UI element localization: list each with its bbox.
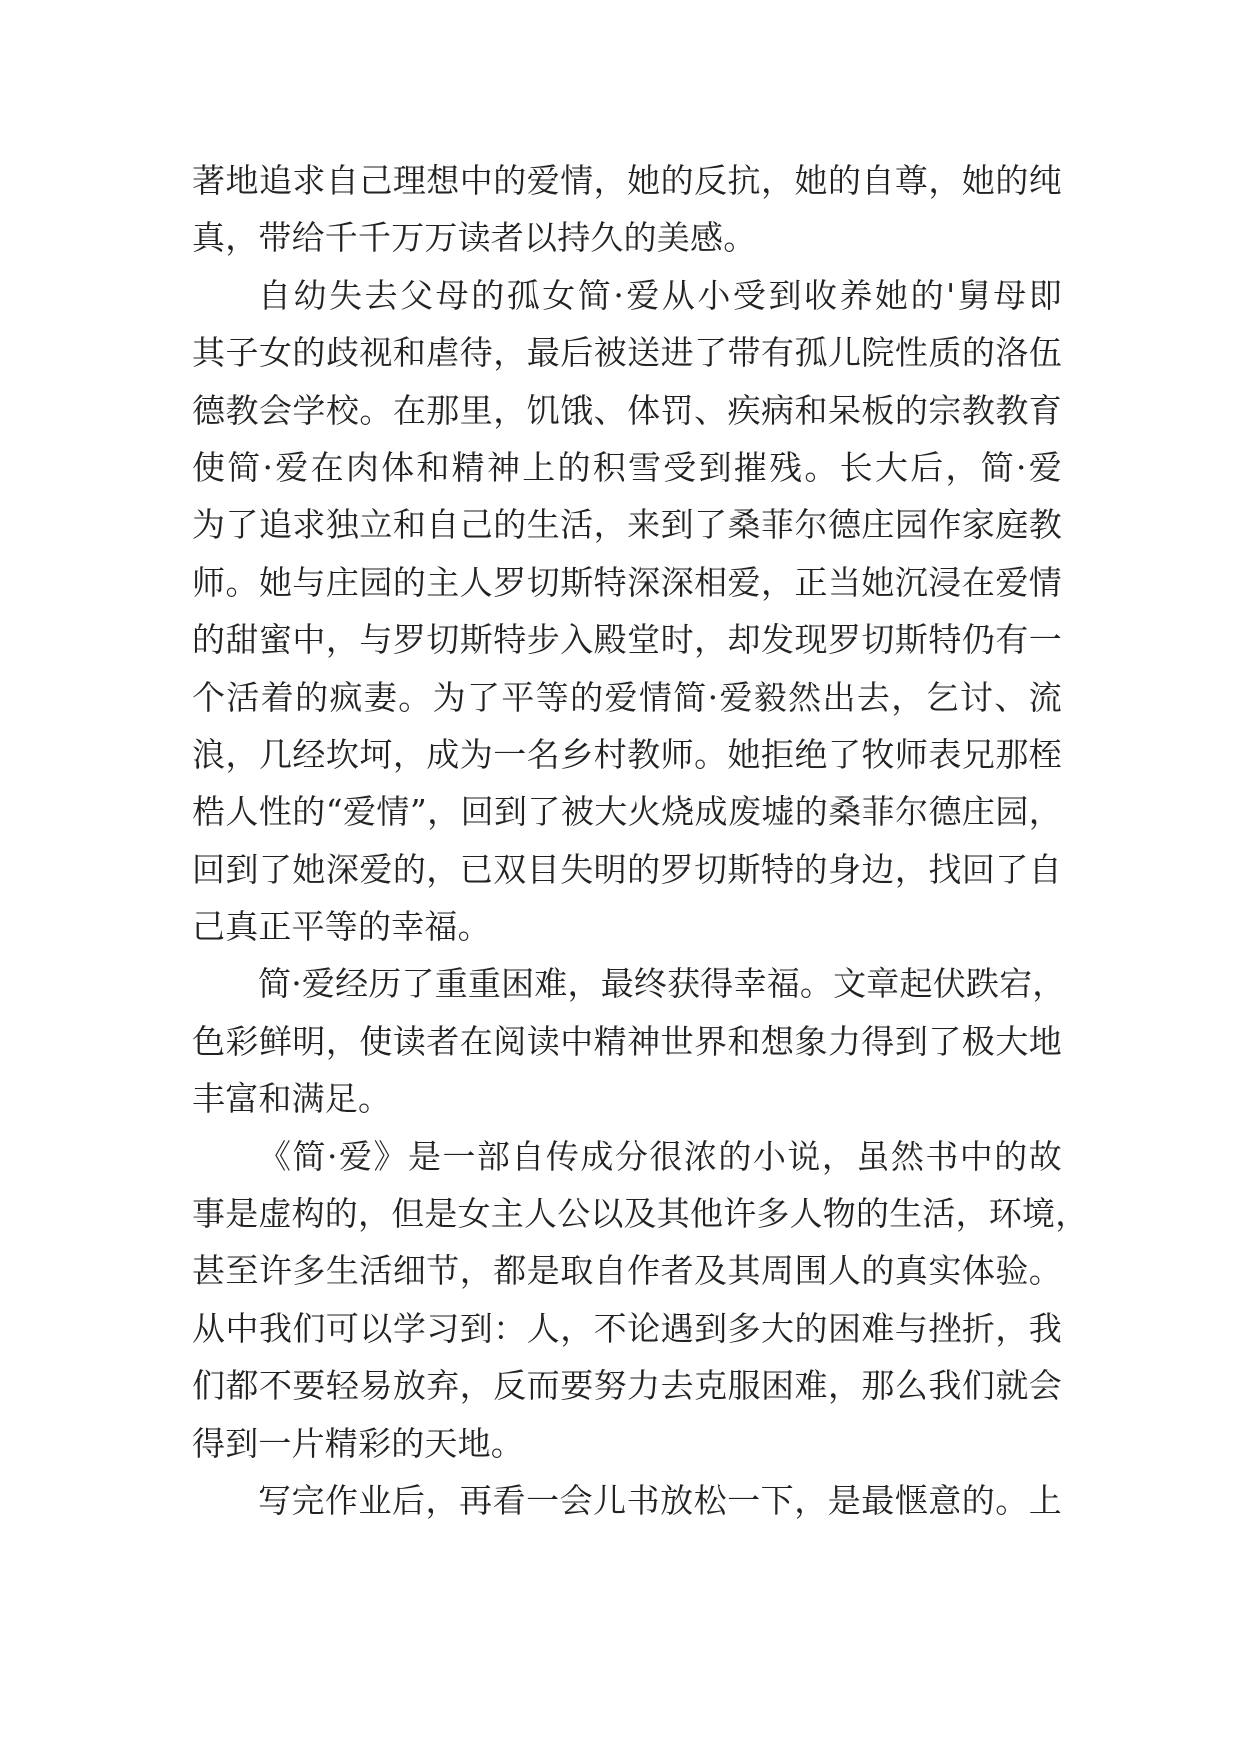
- text-line: 师。她与庄园的主人罗切斯特深深相爱，正当她沉浸在爱情: [192, 562, 1062, 602]
- paragraph-start-line: 写完作业后，再看一会儿书放松一下，是最惬意的。上: [258, 1480, 1062, 1520]
- text-line: 色彩鲜明，使读者在阅读中精神世界和想象力得到了极大地: [192, 1021, 1062, 1061]
- text-line: 真，带给千千万万读者以持久的美感。: [192, 218, 757, 258]
- text-line: 其子女的歧视和虐待，最后被送进了带有孤儿院性质的洛伍: [192, 333, 1062, 373]
- text-line: 德教会学校。在那里，饥饿、体罚、疾病和呆板的宗教教育: [192, 390, 1062, 430]
- text-line: 个活着的疯妻。为了平等的爱情简·爱毅然出去，乞讨、流: [192, 677, 1062, 717]
- paragraph-start-line: 自幼失去父母的孤女简·爱从小受到收养她的'舅母即: [258, 275, 1062, 315]
- text-line: 为了追求独立和自己的生活，来到了桑菲尔德庄园作家庭教: [192, 505, 1062, 545]
- text-line: 著地追求自己理想中的爱情，她的反抗，她的自尊，她的纯: [192, 161, 1062, 200]
- body-text: [192, 152, 1089, 1529]
- text-line: 们都不要轻易放弃，反而要努力去克服困难，那么我们就会: [192, 1366, 1062, 1406]
- text-line: 丰富和满足。: [192, 1079, 392, 1119]
- text-line: 回到了她深爱的，已双目失明的罗切斯特的身边，找回了自: [192, 849, 1062, 889]
- text-line: 的甜蜜中，与罗切斯特步入殿堂时，却发现罗切斯特仍有一: [192, 620, 1062, 660]
- text-line: 浪，几经坎坷，成为一名乡村教师。她拒绝了牧师表兄那桎: [192, 734, 1062, 774]
- text-line: 甚至许多生活细节，都是取自作者及其周围人的真实体验。: [192, 1251, 1062, 1291]
- text-line: 事是虚构的，但是女主人公以及其他许多人物的生活，环境，: [192, 1194, 1089, 1234]
- paragraph-start-line: 简·爱经历了重重困难，最终获得幸福。文章起伏跌宕，: [258, 964, 1066, 1004]
- text-line: 从中我们可以学习到：人，不论遇到多大的困难与挫折，我: [192, 1308, 1062, 1348]
- text-line: 梏人性的“爱情”，回到了被大火烧成废墟的桑菲尔德庄园，: [192, 792, 1062, 832]
- paragraph-start-line: 《简·爱》是一部自传成分很浓的小说，虽然书中的故: [258, 1136, 1062, 1176]
- text-line: 己真正平等的幸福。: [192, 907, 491, 947]
- text-line: 得到一片精彩的天地。: [192, 1423, 524, 1463]
- text-line: 使简·爱在肉体和精神上的积雪受到摧残。长大后，简·爱: [192, 447, 1062, 487]
